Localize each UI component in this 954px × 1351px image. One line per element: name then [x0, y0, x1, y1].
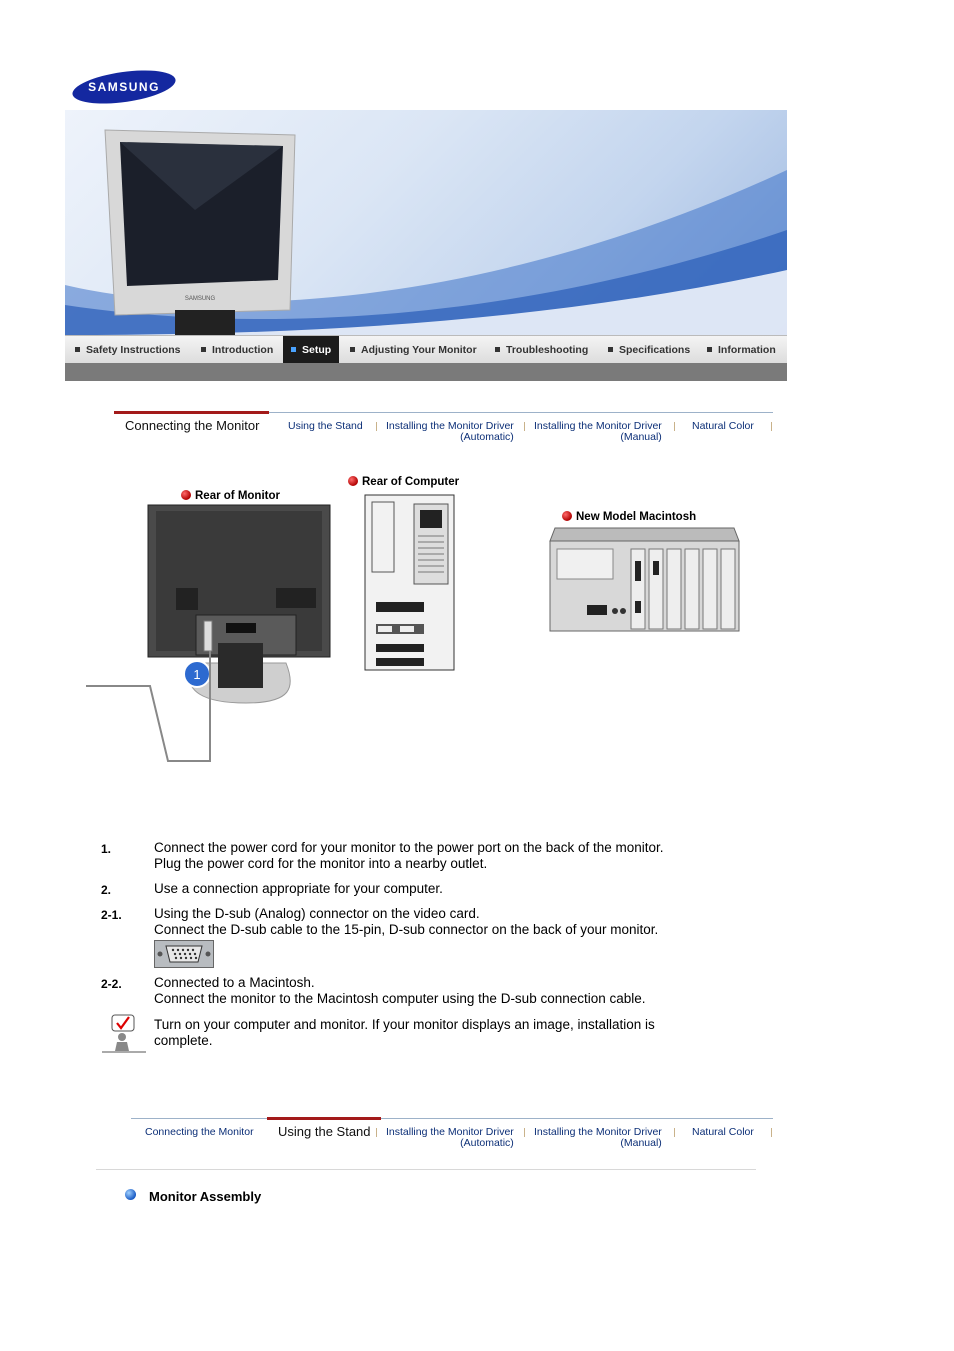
tab-natural-color[interactable]: Natural Color	[692, 1126, 754, 1138]
callout-number: 1	[193, 667, 201, 682]
rear-computer-illustration	[364, 494, 456, 671]
blue-bullet-icon	[125, 1189, 136, 1200]
section-title: Monitor Assembly	[149, 1189, 262, 1204]
tab-using-the-stand[interactable]: Using the Stand	[267, 1117, 381, 1137]
bullet-icon	[75, 347, 80, 352]
tab-separator	[524, 1128, 525, 1137]
tab-separator	[674, 422, 675, 431]
tab-driver-manual[interactable]: Installing the Monitor Driver (Manual)	[534, 1126, 662, 1149]
tab-separator	[674, 1128, 675, 1137]
menu-item-information[interactable]: Information	[707, 336, 776, 364]
menu-item-setup[interactable]: Setup	[283, 336, 339, 364]
bullet-icon	[291, 347, 296, 352]
divider	[96, 1169, 756, 1170]
tab-connecting-the-monitor[interactable]: Connecting the Monitor	[114, 411, 269, 431]
bullet-icon	[495, 347, 500, 352]
bullet-icon	[707, 347, 712, 352]
tab-driver-manual[interactable]: Installing the Monitor Driver (Manual)	[534, 420, 662, 443]
tab-separator	[524, 422, 525, 431]
label-rear-of-computer: Rear of Computer	[348, 476, 459, 488]
tab-separator	[771, 422, 772, 431]
red-bullet-icon	[348, 476, 358, 486]
d-sub-connector-icon	[154, 940, 214, 968]
step-1-text: Connect the power cord for your monitor to the power port on the back of the monitor. Plug the power cord for the monitor into a nearby outlet.	[154, 840, 664, 871]
menu-item-troubleshooting[interactable]: Troubleshooting	[495, 336, 588, 364]
tab-driver-automatic[interactable]: Installing the Monitor Driver (Automatic)	[386, 420, 514, 443]
tab-natural-color[interactable]: Natural Color	[692, 420, 754, 432]
rear-monitor-illustration	[86, 503, 332, 765]
subnav-top	[114, 412, 773, 449]
note-text: Turn on your computer and monitor. If your monitor displays an image, installation is complete.	[154, 1017, 655, 1048]
bullet-icon	[608, 347, 613, 352]
red-bullet-icon	[562, 511, 572, 521]
menu-item-adjusting-your-monitor[interactable]: Adjusting Your Monitor	[350, 336, 477, 364]
banner-art	[65, 110, 787, 335]
step-2-1-number: 2-1.	[101, 908, 122, 922]
logo-text: SAMSUNG	[88, 80, 160, 94]
subnav-bottom	[131, 1118, 773, 1155]
label-new-model-macintosh: New Model Macintosh	[562, 511, 696, 523]
step-2-1-text: Using the D-sub (Analog) connector on the video card. Connect the D-sub cable to the 15-pin, D-sub connector on the back of your monitor.	[154, 906, 659, 937]
macintosh-illustration	[549, 527, 740, 633]
main-menu	[65, 335, 787, 364]
menu-item-introduction[interactable]: Introduction	[201, 336, 273, 364]
tab-driver-automatic[interactable]: Installing the Monitor Driver (Automatic)	[386, 1126, 514, 1149]
note-icon	[102, 1013, 146, 1053]
header-banner	[65, 110, 787, 335]
step-2-2-text: Connected to a Macintosh. Connect the monitor to the Macintosh computer using the D-sub connection cable.	[154, 975, 646, 1006]
tab-separator	[376, 1128, 377, 1137]
step-2-number: 2.	[101, 883, 112, 897]
label-rear-of-monitor: Rear of Monitor	[181, 490, 280, 502]
menu-item-safety-instructions[interactable]: Safety Instructions	[75, 336, 181, 364]
tab-separator	[376, 422, 377, 431]
tab-separator	[771, 1128, 772, 1137]
menu-item-specifications[interactable]: Specifications	[608, 336, 690, 364]
step-2-2-number: 2-2.	[101, 977, 122, 991]
red-bullet-icon	[181, 490, 191, 500]
step-1-number: 1.	[101, 842, 112, 856]
step-2-text: Use a connection appropriate for your computer.	[154, 881, 443, 896]
monitor-brand: SAMSUNG	[184, 296, 216, 302]
tab-connecting-the-monitor[interactable]: Connecting the Monitor	[145, 1126, 254, 1138]
bullet-icon	[350, 347, 355, 352]
samsung-logo[interactable]	[71, 69, 177, 105]
tab-using-the-stand[interactable]: Using the Stand	[288, 420, 363, 432]
bullet-icon	[201, 347, 206, 352]
menu-underbar	[65, 363, 787, 381]
